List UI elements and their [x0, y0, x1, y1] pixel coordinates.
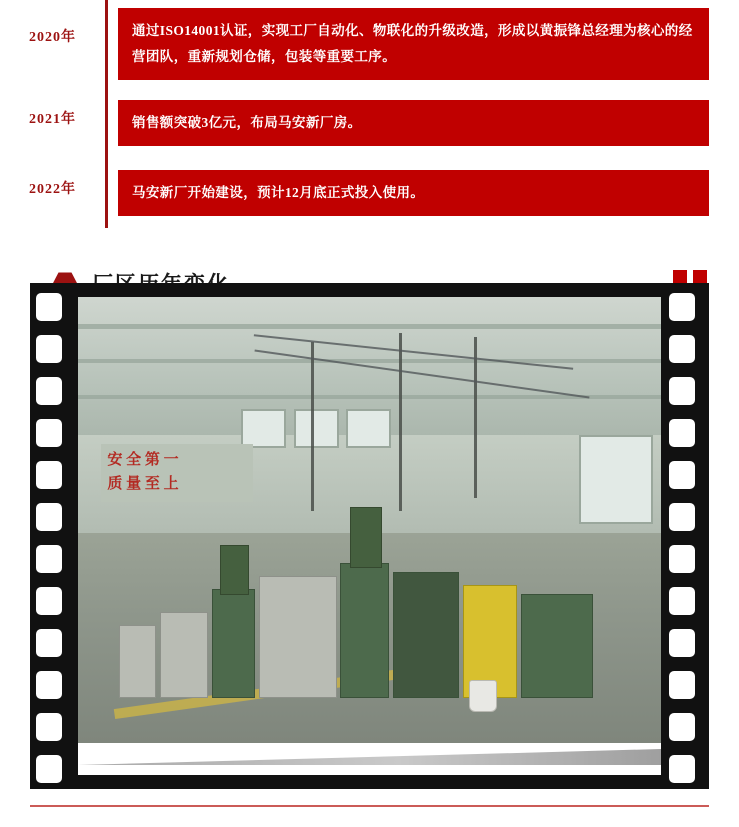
timeline-row	[0, 88, 709, 158]
film-perforation	[36, 335, 62, 363]
film-perforation	[36, 545, 62, 573]
photo-frame	[78, 297, 661, 775]
timeline-card-text: 销售额突破3亿元，布局马安新厂房。	[118, 100, 709, 146]
photo-machine	[212, 589, 255, 698]
film-perforation	[669, 587, 695, 615]
film-perforations-right	[669, 283, 703, 789]
photo-machine	[119, 625, 156, 698]
film-perforation	[669, 545, 695, 573]
photo-window	[579, 435, 653, 524]
film-perforation	[36, 503, 62, 531]
timeline-row	[0, 0, 709, 88]
film-perforation	[669, 419, 695, 447]
photo-machine	[521, 594, 593, 699]
timeline-year: 2020年	[29, 30, 76, 45]
film-perforation	[36, 293, 62, 321]
film-perforation	[36, 713, 62, 741]
photo-machine-column	[350, 507, 382, 568]
timeline-card-text: 马安新厂开始建设，预计12月底正式投入使用。	[118, 170, 709, 216]
photo-machine	[340, 563, 389, 699]
photo-bottom-band	[78, 749, 661, 765]
banner-line-2: 质 量 至 上	[107, 476, 179, 493]
film-perforation	[36, 671, 62, 699]
film-perforation	[669, 755, 695, 783]
film-perforation	[669, 335, 695, 363]
timeline-body	[108, 0, 709, 88]
photo-bucket	[469, 680, 497, 712]
footer-divider	[30, 805, 709, 807]
photo-pipe	[311, 342, 314, 511]
photo-window	[241, 409, 286, 449]
photo-window	[294, 409, 339, 449]
photo-bottom-strip	[78, 743, 661, 775]
banner-line-1: 安 全 第 一	[107, 452, 179, 469]
timeline-section	[0, 0, 739, 228]
film-perforation	[669, 671, 695, 699]
photo-beam	[78, 324, 661, 329]
timeline-card-text: 通过ISO14001认证，实现工厂自动化、物联化的升级改造，形成以黄振锋总经理为核心的经营团队，重新规划仓储，包装等重要工序。	[118, 8, 709, 80]
film-perforation	[669, 377, 695, 405]
timeline-year: 2021年	[29, 112, 76, 127]
film-perforation	[36, 629, 62, 657]
photo-machine-column	[220, 545, 248, 594]
film-perforation	[669, 461, 695, 489]
film-perforation	[36, 377, 62, 405]
film-perforations-left	[36, 283, 70, 789]
timeline-body	[108, 88, 709, 158]
photo-machine	[259, 576, 337, 698]
timeline-row	[0, 158, 709, 228]
film-perforation	[669, 713, 695, 741]
timeline-year: 2022年	[29, 182, 76, 197]
photo-beam	[78, 359, 661, 363]
film-perforation	[36, 461, 62, 489]
film-strip-photo	[30, 283, 709, 789]
photo-machine	[160, 612, 209, 699]
film-perforation	[669, 503, 695, 531]
photo-safety-banner	[101, 444, 253, 502]
factory-photo	[78, 297, 661, 743]
photo-pipe	[474, 337, 477, 498]
film-perforation	[669, 293, 695, 321]
film-perforation	[36, 419, 62, 447]
film-perforation	[669, 629, 695, 657]
photo-pipe	[399, 333, 402, 511]
timeline-body	[108, 158, 709, 228]
photo-window	[346, 409, 391, 449]
film-perforation	[36, 587, 62, 615]
film-perforation	[36, 755, 62, 783]
photo-machine	[393, 572, 459, 699]
